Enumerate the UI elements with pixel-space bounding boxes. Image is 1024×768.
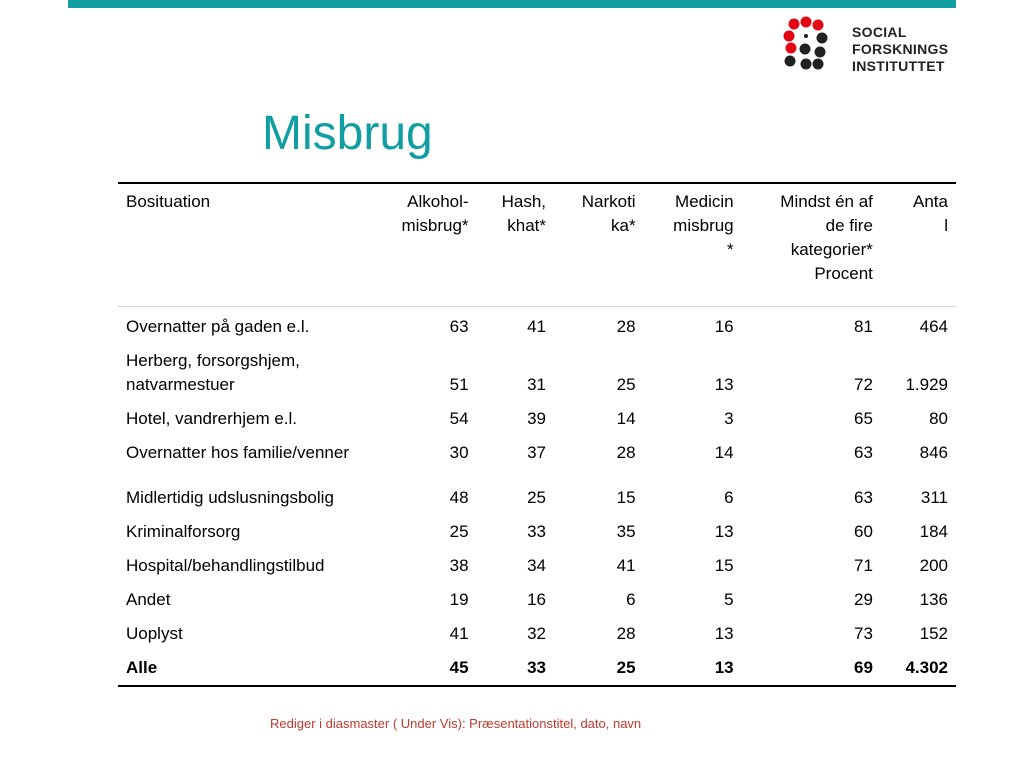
table-cell: 13 (714, 522, 734, 541)
data-table (118, 182, 956, 687)
table-cell: 29 (853, 590, 873, 609)
logo-line: INSTITUTTET (852, 58, 945, 74)
logo (782, 16, 962, 84)
table-cell: 19 (449, 590, 469, 609)
table-row (118, 436, 956, 470)
table-cell: 25 (449, 522, 469, 541)
logo-line: SOCIAL (852, 24, 907, 40)
table-cell: 13 (644, 651, 742, 686)
row-label: Andet (126, 590, 171, 609)
table-cell: 16 (714, 317, 734, 336)
table-cell: 311 (920, 488, 948, 507)
table-row (118, 515, 956, 549)
table-cell: 35 (616, 522, 636, 541)
row-label: Hotel, vandrerhjem e.l. (126, 409, 298, 428)
table-cell: 81 (853, 317, 873, 336)
table-cell: 846 (919, 443, 948, 462)
table-cell: 6 (626, 590, 636, 609)
logo-line: FORSKNINGS (852, 41, 949, 57)
table-cell: 63 (449, 317, 469, 336)
table-cell: 65 (853, 409, 873, 428)
table-cell: 38 (449, 556, 469, 575)
table-cell: 13 (714, 375, 734, 394)
table-row (118, 617, 956, 651)
row-label: Alle (118, 651, 370, 686)
table-row (118, 344, 956, 402)
table-cell: 1.929 (905, 375, 948, 394)
table-cell: 16 (527, 590, 547, 609)
table-cell: 33 (477, 651, 554, 686)
table-row (118, 307, 956, 345)
table-cell: 14 (714, 443, 734, 462)
top-accent-bar (68, 0, 956, 8)
row-label: Overnatter hos familie/venner (126, 443, 349, 462)
table-row (118, 402, 956, 436)
table-cell: 54 (449, 409, 469, 428)
row-label: Herberg, forsorgshjem, natvarmestuer (126, 351, 300, 394)
row-label: Hospital/behandlingstilbud (126, 556, 325, 575)
column-header: Medicin misbrug * (644, 183, 742, 307)
row-label: Overnatter på gaden e.l. (126, 317, 310, 336)
table-cell: 45 (370, 651, 477, 686)
table-cell: 28 (616, 443, 636, 462)
table-cell: 15 (714, 556, 734, 575)
table-header-row (118, 183, 956, 307)
row-label: Uoplyst (126, 624, 183, 643)
table-cell: 69 (742, 651, 881, 686)
table-cell: 63 (853, 443, 873, 462)
table-cell: 41 (449, 624, 469, 643)
footer-note: Rediger i diasmaster ( Under Vis): Præsentationstitel, dato, navn (270, 716, 642, 731)
table-cell: 73 (853, 624, 873, 643)
table-cell: 13 (714, 624, 734, 643)
table-cell: 184 (919, 522, 948, 541)
table-cell: 464 (919, 317, 948, 336)
table-cell: 37 (527, 443, 547, 462)
logo-dots-icon (782, 16, 842, 84)
page-title: Misbrug (262, 107, 433, 160)
table-cell: 25 (554, 651, 644, 686)
table-total-row (118, 651, 956, 686)
table-body (118, 307, 956, 687)
table-cell: 200 (919, 556, 948, 575)
table-cell: 25 (616, 375, 636, 394)
table-cell: 5 (724, 590, 734, 609)
table-cell: 3 (724, 409, 734, 428)
row-label: Midlertidig udslusningsbolig (126, 488, 334, 507)
table-cell: 15 (616, 488, 636, 507)
table-cell: 39 (527, 409, 547, 428)
table-cell: 152 (919, 624, 948, 643)
column-header: Hash, khat* (477, 183, 554, 307)
table-cell: 41 (527, 317, 547, 336)
table-cell: 34 (527, 556, 547, 575)
column-header: Bosituation (118, 183, 370, 307)
table-cell: 30 (449, 443, 469, 462)
table-cell: 80 (929, 409, 948, 428)
table-cell: 136 (919, 590, 948, 609)
table-cell: 71 (853, 556, 873, 575)
logo-text (852, 24, 948, 75)
column-header: Narkoti ka* (554, 183, 644, 307)
table-cell: 6 (724, 488, 734, 507)
table-row (118, 583, 956, 617)
table-cell: 28 (616, 624, 636, 643)
table-row (118, 549, 956, 583)
table-cell: 63 (853, 488, 873, 507)
table-cell: 32 (527, 624, 547, 643)
table-cell: 72 (853, 375, 873, 394)
table-cell: 14 (616, 409, 636, 428)
row-label: Kriminalforsorg (126, 522, 241, 541)
table-cell: 31 (527, 375, 547, 394)
column-header: Anta l (881, 183, 956, 307)
table-cell: 33 (527, 522, 547, 541)
table-cell: 28 (616, 317, 636, 336)
column-header: Mindst én af de fire kategorier* Procent (742, 183, 881, 307)
column-header: Alkohol- misbrug* (370, 183, 477, 307)
table-cell: 48 (449, 488, 469, 507)
table-row (118, 470, 956, 515)
table-cell: 25 (527, 488, 547, 507)
table-cell: 60 (853, 522, 873, 541)
table-cell: 41 (616, 556, 636, 575)
table-cell: 4.302 (881, 651, 956, 686)
table-cell: 51 (449, 375, 469, 394)
